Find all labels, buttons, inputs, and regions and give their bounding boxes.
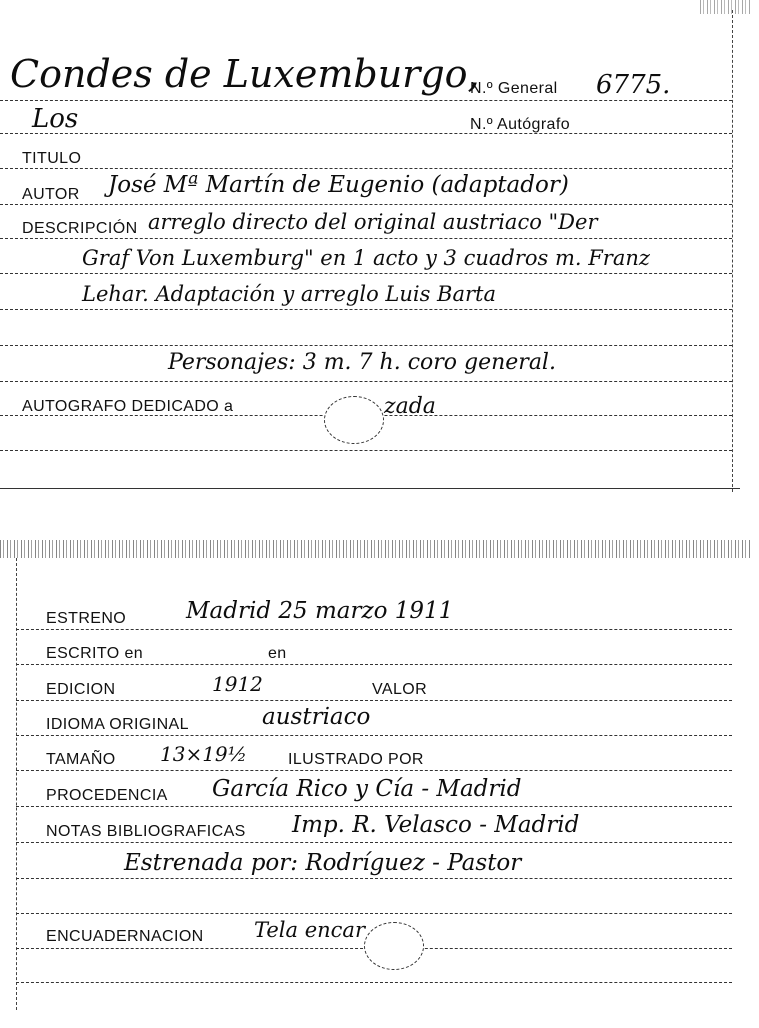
notas-label: NOTAS BIBLIOGRAFICAS: [46, 823, 246, 840]
rule-line: [16, 770, 732, 771]
catalog-card-front: [0, 0, 750, 492]
personajes-note: Personajes: 3 m. 7 h. coro general.: [168, 350, 556, 375]
escrito-label: ESCRITO en: [46, 645, 144, 662]
rule-line: [16, 629, 732, 630]
scan-noise-top: [0, 540, 750, 558]
encuadernacion-label: ENCUADERNACION: [46, 928, 204, 945]
tamano-label: TAMAÑO: [46, 751, 116, 768]
rule-line: [0, 273, 732, 274]
procedencia-label: PROCEDENCIA: [46, 787, 168, 804]
estreno-label: ESTRENO: [46, 610, 127, 627]
card-right-edge: [732, 10, 733, 492]
descripcion-label: DESCRIPCIÓN: [22, 220, 138, 237]
autor-label: AUTOR: [22, 186, 80, 203]
autografo-value: zada: [384, 394, 436, 419]
card-bottom-edge: [0, 488, 740, 489]
card-left-edge: [16, 558, 17, 1010]
rule-line: [16, 735, 732, 736]
rule-line: [0, 133, 732, 134]
rule-line: [0, 381, 732, 382]
encuadernacion-value: Tela encar: [254, 918, 365, 942]
catalog-card-back: [0, 540, 750, 1010]
estreno-value: Madrid 25 marzo 1911: [186, 598, 454, 624]
tamano-value: 13×19½: [160, 742, 248, 766]
numero-general-label: N.º General: [470, 80, 558, 97]
rule-line: [0, 309, 732, 310]
idioma-label: IDIOMA ORIGINAL: [46, 716, 189, 733]
punch-hole: [364, 922, 424, 970]
procedencia-value: García Rico y Cía - Madrid: [212, 776, 522, 802]
rule-line: [0, 345, 732, 346]
rule-line: [0, 168, 732, 169]
idioma-value: austriaco: [262, 704, 371, 730]
rule-line: [16, 878, 732, 879]
descripcion-line-2: Graf Von Luxemburg" en 1 acto y 3 cuadros m. Franz: [82, 246, 650, 270]
autografo-dedicado-label: AUTOGRAFO DEDICADO a: [22, 398, 234, 415]
notas-value: Imp. R. Velasco - Madrid: [292, 812, 580, 838]
descripcion-line-3: Lehar. Adaptación y arreglo Luis Barta: [82, 282, 496, 306]
rule-line: [16, 806, 732, 807]
valor-label: VALOR: [372, 681, 428, 698]
numero-autografo-label: N.º Autógrafo: [470, 116, 570, 133]
punch-hole: [324, 396, 384, 444]
ilustrado-label: ILUSTRADO POR: [288, 751, 424, 768]
edicion-label: EDICION: [46, 681, 116, 698]
rule-line: [0, 204, 732, 205]
scan-noise-top: [700, 0, 750, 14]
rule-line: [16, 700, 732, 701]
autor-value: José Mª Martín de Eugenio (adaptador): [108, 172, 569, 198]
descripcion-line-1: arreglo directo del original austriaco "Der: [148, 210, 598, 234]
escrito-en-label: en: [268, 645, 287, 662]
titulo-label: TITULO: [22, 150, 82, 167]
rule-line: [16, 913, 732, 914]
numero-general-value: 6775.: [596, 70, 671, 100]
rule-line: [16, 842, 732, 843]
title-handwriting: Condes de Luxemburgo,: [10, 52, 480, 96]
title-prefix-handwriting: Los: [32, 104, 79, 134]
rule-line: [0, 450, 732, 451]
rule-line: [0, 100, 732, 101]
rule-line: [0, 238, 732, 239]
edicion-value: 1912: [212, 672, 263, 696]
rule-line: [16, 982, 732, 983]
rule-line: [16, 664, 732, 665]
notas-line-2: Estrenada por: Rodríguez - Pastor: [124, 850, 522, 876]
